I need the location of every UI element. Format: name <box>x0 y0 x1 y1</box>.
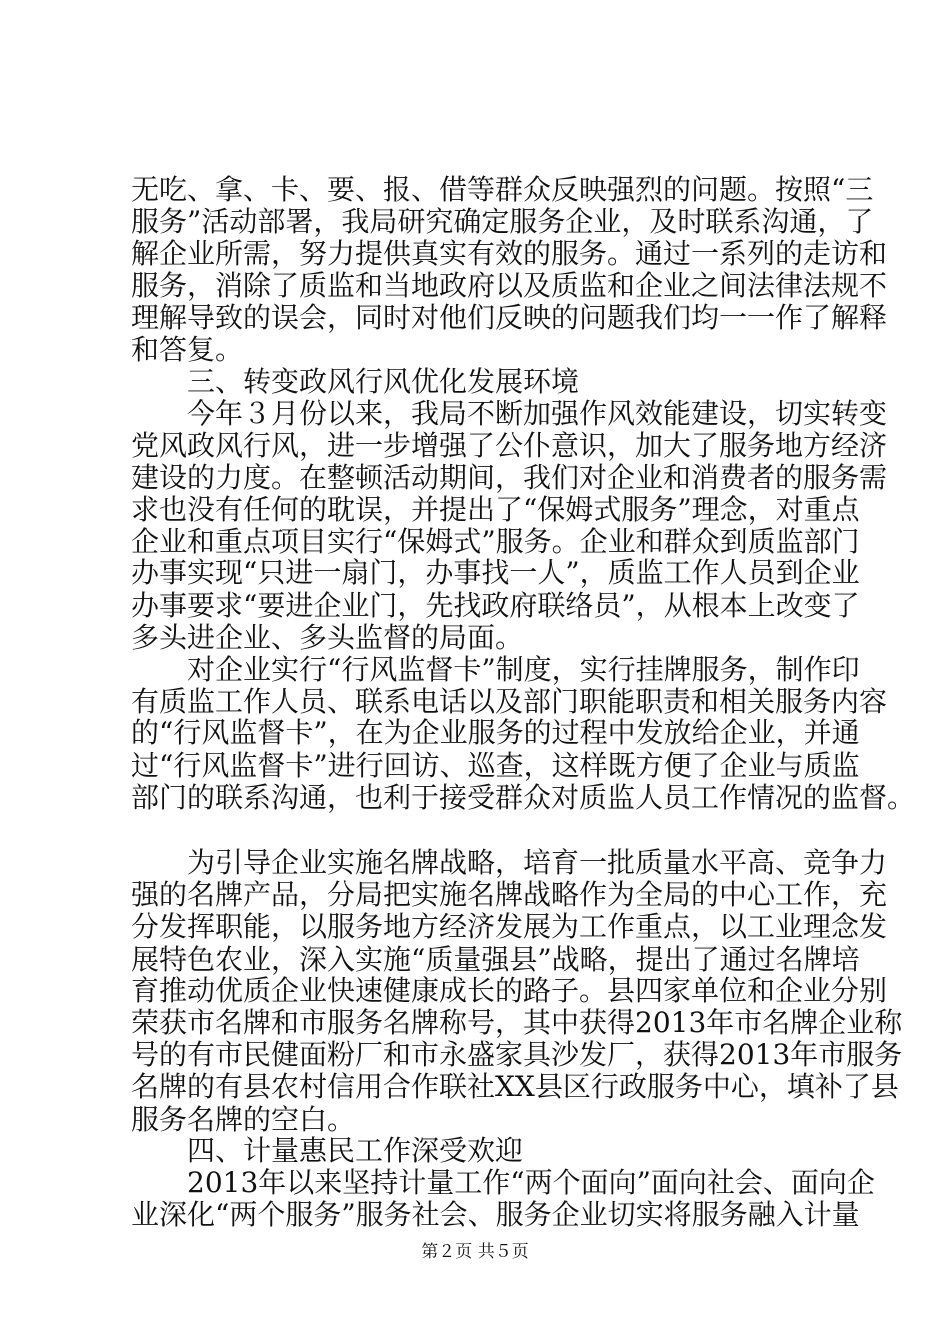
body-line: 为引导企业实施名牌战略，培育一批质量水平高、竞争力 <box>187 846 888 879</box>
body-line: 分发挥职能，以服务地方经济发展为工作重点，以工业理念发 <box>131 910 888 943</box>
body-line: 办事实现“只进一扇门，办事找一人”，质监工作人员到企业 <box>131 556 860 589</box>
body-line: 部门的联系沟通，也利于接受群众对质监人员工作情况的监督。 <box>131 781 916 814</box>
body-line: 建设的力度。在整顿活动期间，我们对企业和消费者的服务需 <box>131 461 888 494</box>
body-line: 多头进企业、多头监督的局面。 <box>131 621 524 654</box>
body-line: 今年３月份以来，我局不断加强作风效能建设，切实转变 <box>187 397 888 430</box>
body-line: 对企业实行“行风监督卡”制度，实行挂牌服务，制作印 <box>187 653 860 686</box>
body-line: 展特色农业，深入实施“质量强县”战略，提出了通过名牌培 <box>131 943 860 976</box>
body-line: 办事要求“要进企业门，先找政府联络员”，从根本上改变了 <box>131 589 860 622</box>
body-line: 服务，消除了质监和当地政府以及质监和企业之间法律法规不 <box>131 269 888 302</box>
body-line: 有质监工作人员、联系电话以及部门职能职责和相关服务内容 <box>131 685 888 718</box>
body-line: 求也没有任何的耽误，并提出了“保姆式服务”理念，对重点 <box>131 493 860 526</box>
body-line: 党风政风行风，进一步增强了公仆意识，加大了服务地方经济 <box>131 429 888 462</box>
body-line: 解企业所需，努力提供真实有效的服务。通过一系列的走访和 <box>131 237 888 270</box>
body-line: 服务名牌的空白。 <box>131 1103 356 1136</box>
body-line: 名牌的有县农村信用合作联社XX县区行政服务中心，填补了县 <box>131 1070 899 1103</box>
body-line: 理解导致的误会，同时对他们反映的问题我们均一一作了解释 <box>131 301 888 334</box>
body-line: 的“行风监督卡”，在为企业服务的过程中发放给企业，并通 <box>131 716 860 749</box>
body-line: 无吃、拿、卡、要、报、借等群众反映强烈的问题。按照“三 <box>131 173 874 206</box>
body-line: 服务”活动部署，我局研究确定服务企业，及时联系沟通，了 <box>131 205 874 238</box>
body-line: 号的有市民健面粉厂和市永盛家具沙发厂，获得2013年市服务 <box>131 1038 903 1071</box>
body-line: 荣获市名牌和市服务名牌称号，其中获得2013年市名牌企业称 <box>131 1006 903 1039</box>
section-heading: 三、转变政风行风优化发展环境 <box>187 365 580 398</box>
body-line: 2013年以来坚持计量工作“两个面向”面向社会、面向企 <box>187 1166 875 1199</box>
section-heading: 四、计量惠民工作深受欢迎 <box>187 1134 524 1167</box>
body-line: 企业和重点项目实行“保姆式”服务。企业和群众到质监部门 <box>131 525 860 558</box>
body-line: 强的名牌产品，分局把实施名牌战略作为全局的中心工作，充 <box>131 878 888 911</box>
body-line: 和答复。 <box>131 333 244 366</box>
body-line: 业深化“两个服务”服务社会、服务企业切实将服务融入计量 <box>131 1198 860 1231</box>
page-number-footer: 第２页 共５页 <box>421 1242 529 1262</box>
body-line: 过“行风监督卡”进行回访、巡查，这样既方便了企业与质监 <box>131 749 860 782</box>
body-line: 育推动优质企业快速健康成长的路子。县四家单位和企业分别 <box>131 974 888 1007</box>
